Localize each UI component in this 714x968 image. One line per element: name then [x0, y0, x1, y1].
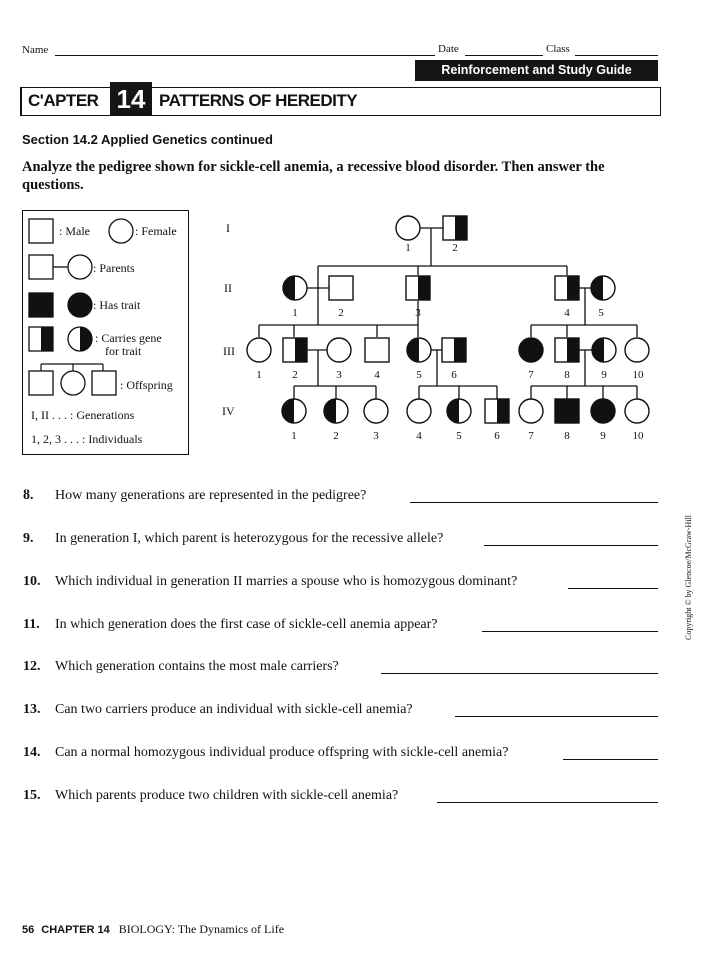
- class-label: Class: [546, 43, 570, 55]
- instructions: Analyze the pedigree shown for sickle-cell anemia, a recessive blood disorder. Then answer the questions.: [22, 159, 605, 193]
- footer-book-title: BIOLOGY: The Dynamics of Life: [118, 922, 285, 936]
- gen4-individual-10: [625, 399, 649, 423]
- question-9: 9. In generation I, which parent is heterozygous for the recessive allele?: [23, 531, 444, 546]
- question-11: 11. In which generation does the first case of sickle-cell anemia appear?: [23, 617, 438, 632]
- gen4-individual-7: [519, 399, 543, 423]
- gen3-individual-1: [247, 338, 271, 362]
- answer-line-14[interactable]: [563, 759, 658, 760]
- gen3-num-6: 6: [451, 369, 457, 381]
- question-13: 13. Can two carriers produce an individual with sickle-cell anemia?: [23, 702, 413, 717]
- question-15: 15. Which parents produce two children with sickle-cell anemia?: [23, 788, 399, 803]
- legend-parents-label: : Parents: [93, 261, 135, 275]
- name-label: Name: [22, 44, 49, 56]
- gen4-individual-4: [407, 399, 431, 423]
- pedigree-lines: [259, 228, 637, 399]
- gen1-num-1: 1: [405, 242, 411, 254]
- question-14: 14. Can a normal homozygous individual produce offspring with sickle-cell anemia?: [23, 745, 509, 760]
- generation-labels: [222, 221, 235, 418]
- gen1-individual-1: [396, 216, 420, 240]
- gen4-num-9: 9: [600, 430, 606, 442]
- chapter-word: C'APTER: [28, 91, 99, 110]
- gen3-num-10: 10: [632, 369, 644, 381]
- gen4-num-10: 10: [632, 430, 644, 442]
- answer-line-8[interactable]: [410, 502, 658, 503]
- legend-female-label: : Female: [135, 224, 177, 238]
- legend-male-label: : Male: [59, 224, 90, 238]
- gen4-num-7: 7: [528, 430, 534, 442]
- gen3-num-2: 2: [292, 369, 298, 381]
- gen4-num-4: 4: [416, 430, 422, 442]
- gen2-num-5: 5: [598, 307, 604, 319]
- gen4-individual-9: [591, 399, 615, 423]
- gen3-num-9: 9: [601, 369, 607, 381]
- question-8: ȣ. How many generations are represented in the pedigree?: [23, 488, 367, 503]
- chapter-title: PATTERNS OF HEREDITY: [159, 91, 358, 110]
- gen4-individual-3: [364, 399, 388, 423]
- question-10: 10. Which individual in generation II marries a spouse who is homozygous dominant?: [23, 574, 518, 589]
- gen1-num-2: 2: [452, 242, 458, 254]
- gen3-individual-7: [519, 338, 543, 362]
- question-12: 12. Which generation contains the most male carriers?: [23, 659, 339, 674]
- answer-line-9[interactable]: [484, 545, 658, 546]
- gen3-individual-3: [327, 338, 351, 362]
- answer-line-15[interactable]: [437, 802, 658, 803]
- gen3-num-3: 3: [336, 369, 342, 381]
- gen3-num-7: 7: [528, 369, 534, 381]
- legend-generations-label: I, II . . . : Generations: [31, 408, 135, 422]
- gen-label-4: IV: [222, 404, 235, 418]
- gen-label-3: III: [223, 344, 235, 358]
- gen3-num-5: 5: [416, 369, 422, 381]
- answer-line-13[interactable]: [455, 716, 658, 717]
- gen4-num-8: 8: [564, 430, 570, 442]
- answer-line-10[interactable]: [568, 588, 658, 589]
- pedigree-chart: [0, 0, 714, 470]
- section-heading: Section 14.2 Applied Genetics continued: [22, 132, 273, 147]
- page-number: 56: [22, 924, 35, 936]
- gen2-num-3: 3: [415, 307, 421, 319]
- gen3-num-8: 8: [564, 369, 570, 381]
- gen3-individual-10: [625, 338, 649, 362]
- legend-offspring-label: : Offspring: [120, 378, 173, 392]
- gen2-num-4: 4: [564, 307, 570, 319]
- legend-carrier-label-2: for trait: [105, 344, 142, 358]
- gen-label-1: I: [226, 221, 230, 235]
- footer-chapter: CHAPTER 14: [41, 924, 110, 936]
- legend-trait-label: : Has trait: [93, 298, 141, 312]
- gen3-num-4: 4: [374, 369, 380, 381]
- gen3-individual-4: [365, 338, 389, 362]
- date-label: Date: [438, 43, 459, 55]
- gen4-num-2: 2: [333, 430, 339, 442]
- copyright-notice: Copyright © by Glencoe/McGraw-Hill: [684, 515, 693, 640]
- gen4-num-6: 6: [494, 430, 500, 442]
- gen2-num-2: 2: [338, 307, 344, 319]
- chapter-number: 14: [110, 82, 152, 116]
- gen4-num-1: 1: [291, 430, 297, 442]
- gen4-num-5: 5: [456, 430, 462, 442]
- gen3-num-1: 1: [256, 369, 262, 381]
- page-footer: [22, 922, 284, 937]
- gen-label-2: II: [224, 281, 232, 295]
- gen4-num-3: 3: [373, 430, 379, 442]
- answer-line-12[interactable]: [381, 673, 658, 674]
- guide-title-bar: Reinforcement and Study Guide: [415, 60, 658, 81]
- gen2-individual-2: [329, 276, 353, 300]
- gen2-num-1: 1: [292, 307, 298, 319]
- gen4-individual-8: [555, 399, 579, 423]
- answer-line-11[interactable]: [482, 631, 658, 632]
- legend-individuals-label: 1, 2, 3 . . . : Individuals: [31, 432, 143, 446]
- pedigree-individuals: [247, 216, 649, 423]
- legend-carrier-label: : Carries gene: [95, 331, 162, 345]
